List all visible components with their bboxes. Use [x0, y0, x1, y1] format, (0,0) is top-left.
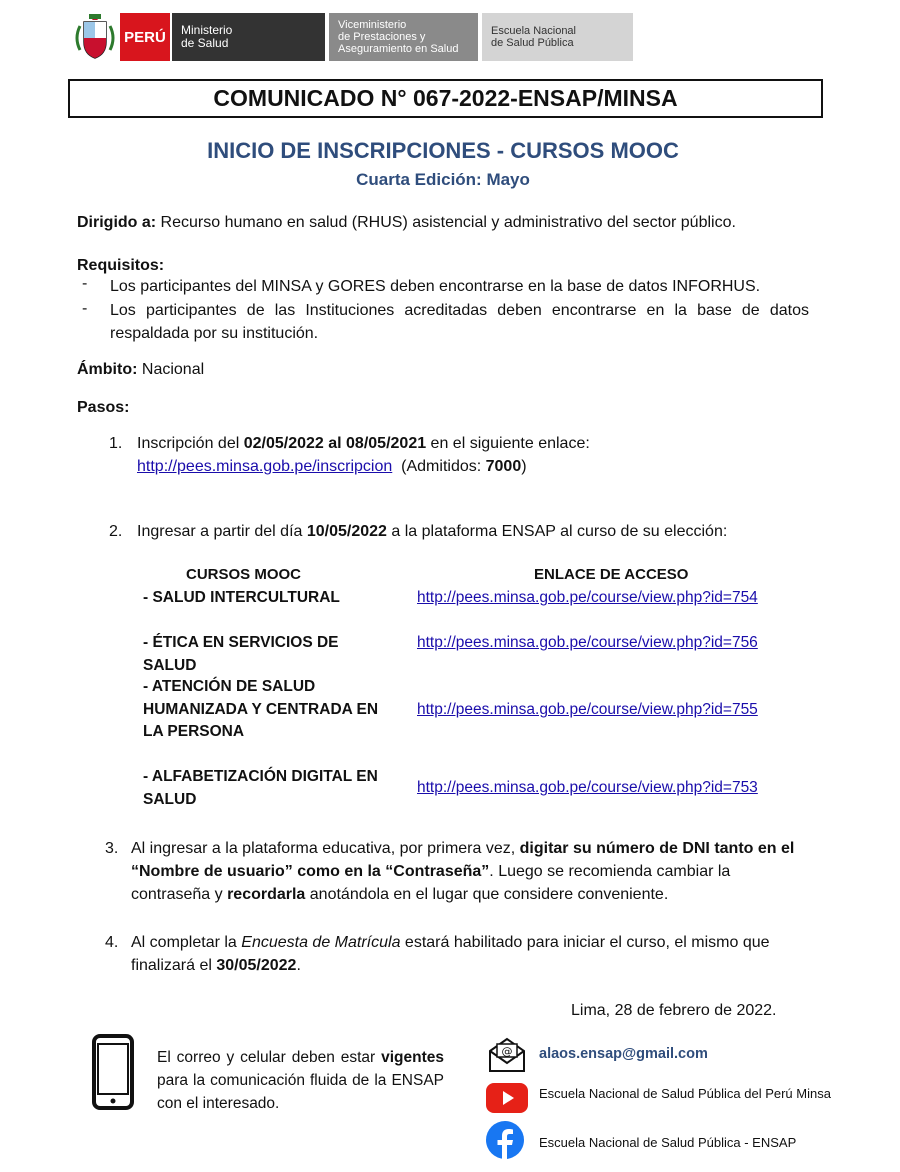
step-number: 1. [109, 435, 123, 452]
courses-column-header: CURSOS MOOC [186, 566, 302, 583]
email-icon [488, 1036, 526, 1079]
course-link[interactable]: http://pees.minsa.gob.pe/course/view.php?id=753 [417, 779, 758, 796]
school-label: Escuela Nacional de Salud Pública [482, 13, 633, 61]
svg-text:@: @ [501, 1045, 513, 1058]
ministry-label: Ministerio de Salud [172, 13, 325, 61]
course-link[interactable]: http://pees.minsa.gob.pe/course/view.php?id=756 [417, 634, 758, 651]
scope: Ámbito: Nacional [77, 361, 205, 378]
peru-logo: PERÚ [120, 13, 170, 61]
course-name: - ATENCIÓN DE SALUD HUMANIZADA Y CENTRADA EN LA PERSONA [143, 678, 379, 740]
facebook-icon [486, 1121, 524, 1164]
step-1-text: Inscripción del 02/05/2022 al 08/05/2021 en el siguiente enlace: [137, 435, 590, 452]
bullet-dash: - [82, 275, 88, 292]
target-audience: Dirigido a: Recurso humano en salud (RHUS) asistencial y administrativo del sector público. [77, 214, 736, 231]
course-name: - ALFABETIZACIÓN DIGITAL EN SALUD [143, 768, 378, 808]
course-link[interactable]: http://pees.minsa.gob.pe/course/view.php?id=754 [417, 589, 758, 606]
page-heading: INICIO DE INSCRIPCIONES - CURSOS MOOC [207, 138, 679, 163]
step-number: 3. [105, 840, 119, 857]
phone-icon [92, 1034, 134, 1115]
links-column-header: ENLACE DE ACCESO [534, 566, 689, 583]
course-link[interactable]: http://pees.minsa.gob.pe/course/view.php?id=755 [417, 701, 758, 718]
requirement-item: Los participantes del MINSA y GORES deben encontrarse en la base de datos INFORHUS. [110, 278, 761, 295]
steps-label: Pasos: [77, 399, 130, 416]
date-place: Lima, 28 de febrero de 2022. [571, 1002, 777, 1019]
step-3-text: Al ingresar a la plataforma educativa, por primera vez, digitar su número de DNI tanto en el “Nombre de usuario” como en la “Contraseña”. Luego se recomienda cambiar la contraseña y recordarla anotándola en el lugar que considere conveniente. [131, 840, 795, 903]
step-2-text: Ingresar a partir del día 10/05/2022 a la plataforma ENSAP al curso de su elección: [137, 523, 728, 540]
step-number: 2. [109, 523, 123, 540]
contact-email[interactable]: alaos.ensap@gmail.com [539, 1046, 708, 1062]
vice-ministry-label: Viceministerio de Prestaciones y Aseguramiento en Salud [329, 13, 478, 61]
step-number: 4. [105, 934, 119, 951]
course-name: - ÉTICA EN SERVICIOS DE SALUD [143, 634, 339, 674]
page-subheading: Cuarta Edición: Mayo [356, 170, 530, 189]
peru-coat-of-arms-icon [72, 12, 118, 62]
requirement-item: Los participantes de las Instituciones acreditadas deben encontrarse en la base de datos respaldada por su institución. [110, 302, 809, 342]
registration-link[interactable]: http://pees.minsa.gob.pe/inscripcion [137, 458, 393, 475]
step-4-text: Al completar la Encuesta de Matrícula estará habilitado para iniciar el curso, el mismo que finalizará el 30/05/2022. [131, 934, 770, 974]
step-1-link-line: http://pees.minsa.gob.pe/inscripcion (Admitidos: 7000) [137, 458, 527, 475]
youtube-icon [486, 1083, 528, 1118]
requirements-label: Requisitos: [77, 257, 165, 274]
communique-title: COMUNICADO N° 067-2022-ENSAP/MINSA [68, 79, 823, 118]
facebook-page[interactable]: Escuela Nacional de Salud Pública - ENSAP [539, 1135, 797, 1150]
youtube-channel[interactable]: Escuela Nacional de Salud Pública del Perú Minsa [539, 1086, 831, 1101]
contact-note: El correo y celular deben estar vigentes para la comunicación fluida de la ENSAP con el interesado. [157, 1049, 444, 1112]
bullet-dash: - [82, 300, 88, 317]
course-name: - SALUD INTERCULTURAL [143, 589, 340, 606]
